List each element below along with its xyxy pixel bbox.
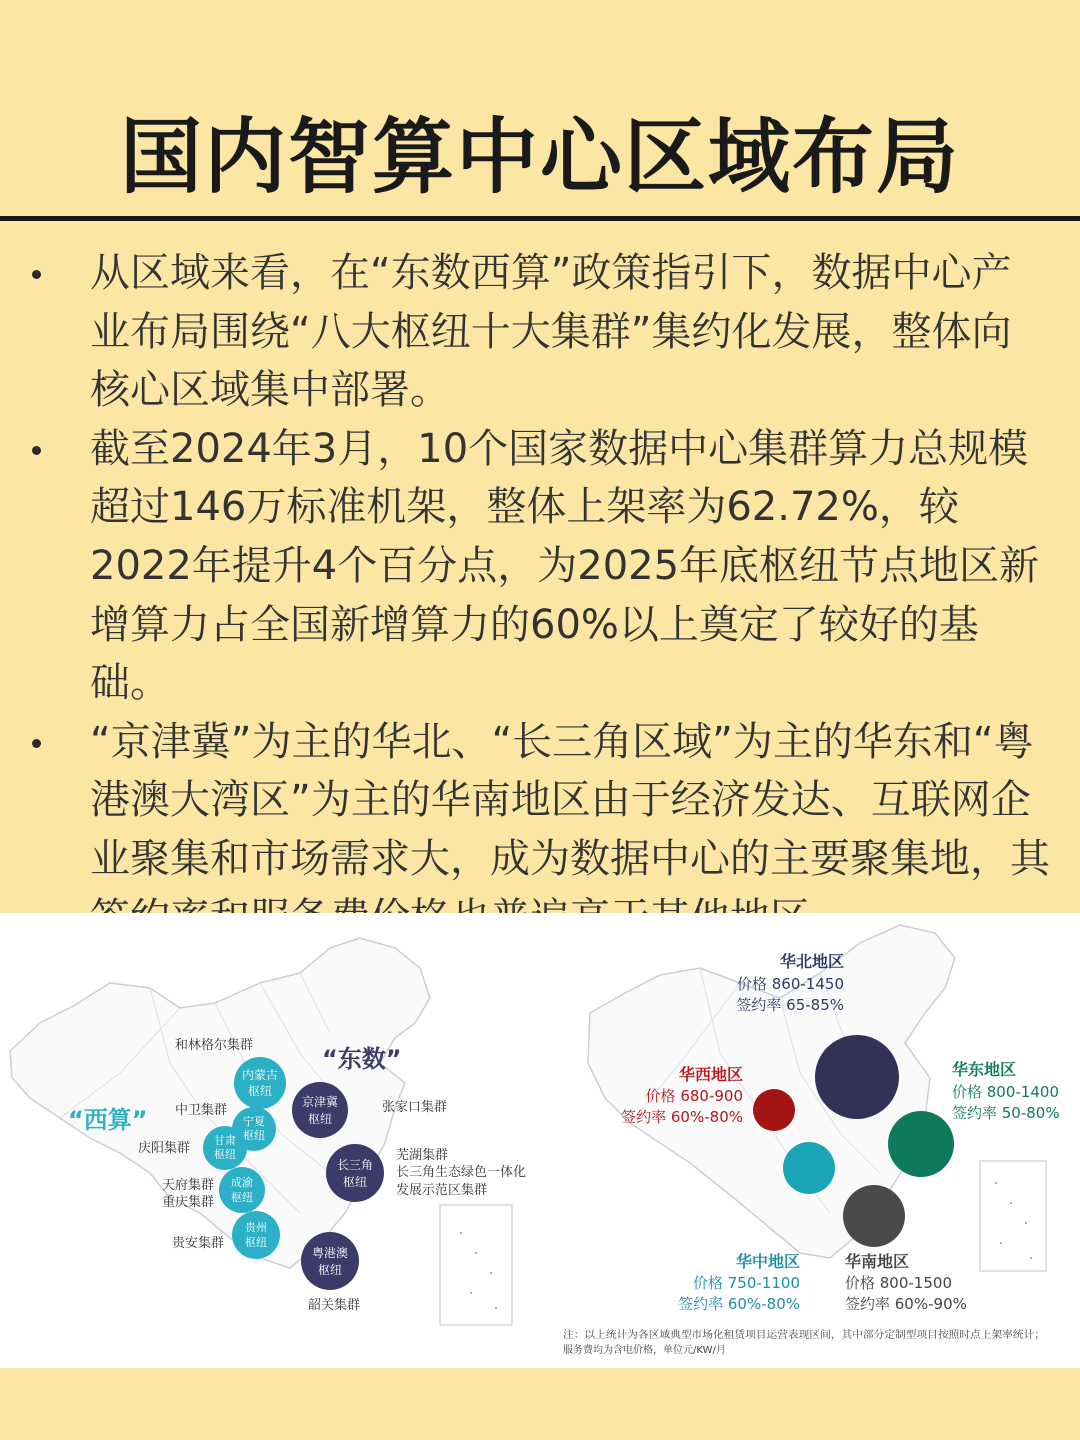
region-huabei-name: 华北地区 [779,952,844,971]
svg-text:京津冀: 京津冀 [301,1095,339,1109]
region-huaxi-price: 价格 680-900 [645,1087,743,1105]
svg-text:贵州: 贵州 [245,1221,267,1234]
map-note-line2: 服务费均为含电价格，单位元/KW/月 [563,1345,726,1356]
region-huaxi-name: 华西地区 [678,1065,743,1084]
map-figure [0,913,1080,1368]
title-divider [0,216,1080,221]
svg-text:枢纽: 枢纽 [247,1084,273,1098]
region-huabei-price: 价格 860-1450 [737,975,844,993]
west-label: “西算” [68,1106,148,1134]
cluster-label: 芜湖集群 [396,1148,449,1163]
cluster-label: 发展示范区集群 [396,1183,488,1198]
svg-text:枢纽: 枢纽 [214,1148,236,1161]
region-bubble-huabei [815,1035,899,1119]
cluster-label: 和林格尔集群 [175,1038,254,1053]
region-huanan-rate: 签约率 60%-90% [845,1295,967,1313]
region-huazhong-price: 价格 750-1100 [693,1274,800,1292]
left-map [10,938,526,1325]
svg-text:成渝: 成渝 [231,1176,253,1189]
region-bubble-huanan [843,1185,905,1247]
east-label: “东数” [322,1045,402,1073]
region-huanan-name: 华南地区 [845,1252,910,1271]
left-south-sea-inset [440,1205,512,1325]
bullet-text: 从区域来看，在“东数西算”政策指引下，数据中心产业布局围绕“八大枢纽十大集群”集约化发展，整体向核心区域集中部署。 [90,250,1012,414]
cluster-label: 韶关集群 [308,1298,361,1313]
footer-band [0,1368,1080,1440]
bullet-item [0,420,1080,713]
bullet-text: “京津冀”为主的华北、“长三角区域”为主的华东和“粤港澳大湾区”为主的华南地区由于经济发达、互联网企业聚集和市场需求大，成为数据中心的主要聚集地，其 [90,718,1050,882]
cluster-label: 长三角生态绿色一体化 [396,1165,527,1180]
svg-text:枢纽: 枢纽 [231,1191,253,1204]
cluster-label: 重庆集群 [162,1195,215,1210]
region-huadong-price: 价格 800-1400 [952,1083,1059,1101]
bullet-item [0,713,1080,947]
title-area [0,0,1080,218]
bullet-item [0,244,1080,420]
hub-jingjinji [292,1082,348,1138]
hub-guizhou [232,1211,280,1259]
hub-yuegangao [301,1232,359,1290]
region-huanan-price: 价格 800-1500 [845,1274,952,1292]
cluster-label: 张家口集群 [382,1100,448,1115]
svg-text:枢纽: 枢纽 [243,1129,265,1142]
region-huazhong-rate: 签约率 60%-80% [678,1295,800,1313]
svg-text:甘肃: 甘肃 [214,1134,236,1147]
svg-text:长三角: 长三角 [336,1158,374,1172]
bullet-text: 截至2024年3月，10个国家数据中心集群算力总规模超过146万标准机架，整体上架率为62.72%，较2022年提升4个百分点，为2025年底枢纽节点地区新增算力占全国新增算力的60%以上奠定了较好的基础。 [90,425,1040,707]
map-panel [0,913,1080,1368]
svg-text:宁夏: 宁夏 [243,1115,265,1128]
region-bubble-huaxi [753,1089,795,1131]
region-huadong-name: 华东地区 [952,1060,1017,1079]
region-bubble-huazhong [783,1142,835,1194]
svg-text:枢纽: 枢纽 [245,1236,267,1249]
region-huadong-rate: 签约率 50-80% [952,1104,1060,1122]
svg-text:枢纽: 枢纽 [342,1175,368,1189]
bullet-dot-icon [32,270,41,279]
svg-text:枢纽: 枢纽 [307,1112,333,1126]
region-bubble-huadong [888,1111,954,1177]
hub-chengyu [219,1167,265,1213]
region-huabei-rate: 签约率 65-85% [736,996,844,1014]
right-south-sea-inset [980,1161,1046,1271]
region-huaxi-rate: 签约率 60%-80% [621,1108,743,1126]
bullet-dot-icon [32,446,41,455]
svg-text:粤港澳: 粤港澳 [311,1246,349,1260]
cluster-label: 庆阳集群 [138,1141,191,1156]
map-note-line1: 注：以上统计为各区域典型市场化租赁项目运营表现区间，其中部分定制型项目按照时点上架率统计； [563,1330,1013,1341]
cluster-label: 天府集群 [162,1178,215,1193]
cluster-label: 贵安集群 [172,1236,225,1251]
svg-text:内蒙古: 内蒙古 [241,1068,279,1082]
bullet-dot-icon [32,739,41,748]
hub-changsanjiao [326,1144,384,1202]
bullet-list [0,244,1080,947]
cluster-label: 中卫集群 [175,1103,228,1118]
hub-gansu [203,1126,247,1170]
right-map [563,925,1060,1356]
svg-text:枢纽: 枢纽 [317,1263,343,1277]
region-huazhong-name: 华中地区 [735,1252,800,1271]
page-title: 国内智算中心区域布局 [119,110,960,205]
hub-neimenggu [234,1057,286,1109]
